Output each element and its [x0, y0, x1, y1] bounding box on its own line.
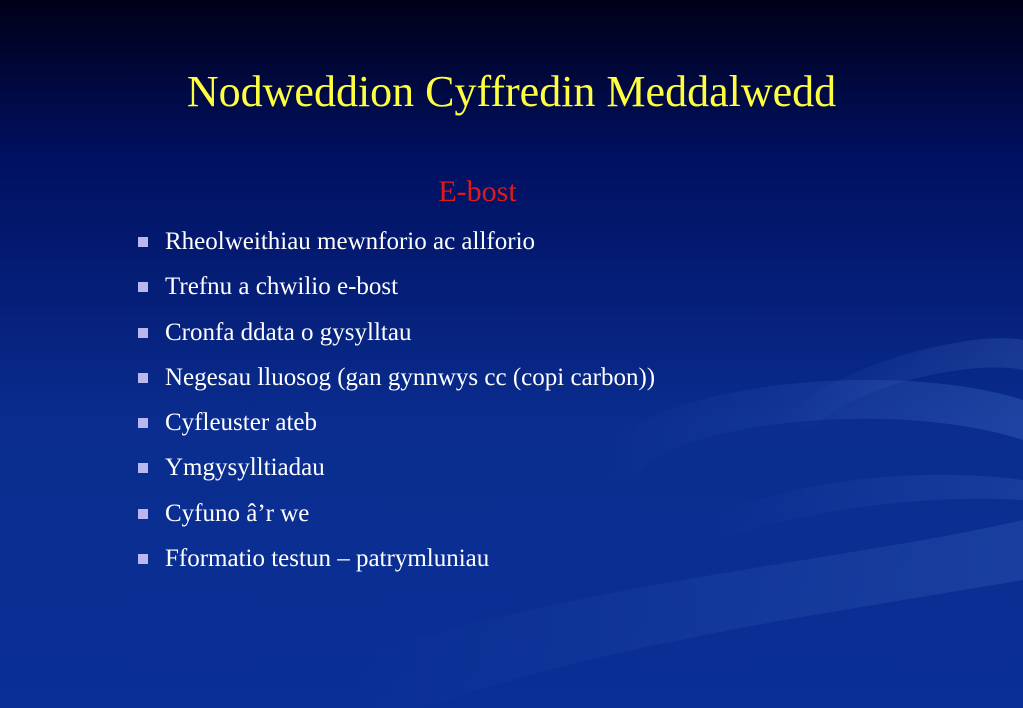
- square-bullet-icon: [138, 418, 148, 428]
- bullet-text: Cyfuno â’r we: [165, 499, 310, 527]
- bullet-text: Fformatio testun – patrymluniau: [165, 545, 490, 573]
- bullet-text: Rheolweithiau mewnforio ac allforio: [165, 228, 536, 255]
- square-bullet-icon: [138, 373, 148, 383]
- square-bullet-icon: [138, 328, 148, 338]
- slide-subtitle: E-bost: [438, 175, 517, 208]
- square-bullet-icon: [138, 237, 148, 247]
- bullet-text: Cronfa ddata o gysylltau: [165, 318, 412, 346]
- slide-title: Nodweddion Cyffredin Meddalwedd: [186, 67, 837, 116]
- bullet-text: Ymgysylltiadau: [165, 454, 325, 482]
- bullet-text: Cyfleuster ateb: [165, 409, 318, 437]
- square-bullet-icon: [138, 554, 148, 564]
- square-bullet-icon: [138, 463, 148, 473]
- bullet-text: Negesau lluosog (gan gynnwys cc (copi carbon)): [165, 363, 656, 391]
- bullet-text: Trefnu a chwilio e-bost: [165, 273, 399, 301]
- square-bullet-icon: [138, 509, 148, 519]
- square-bullet-icon: [138, 282, 148, 292]
